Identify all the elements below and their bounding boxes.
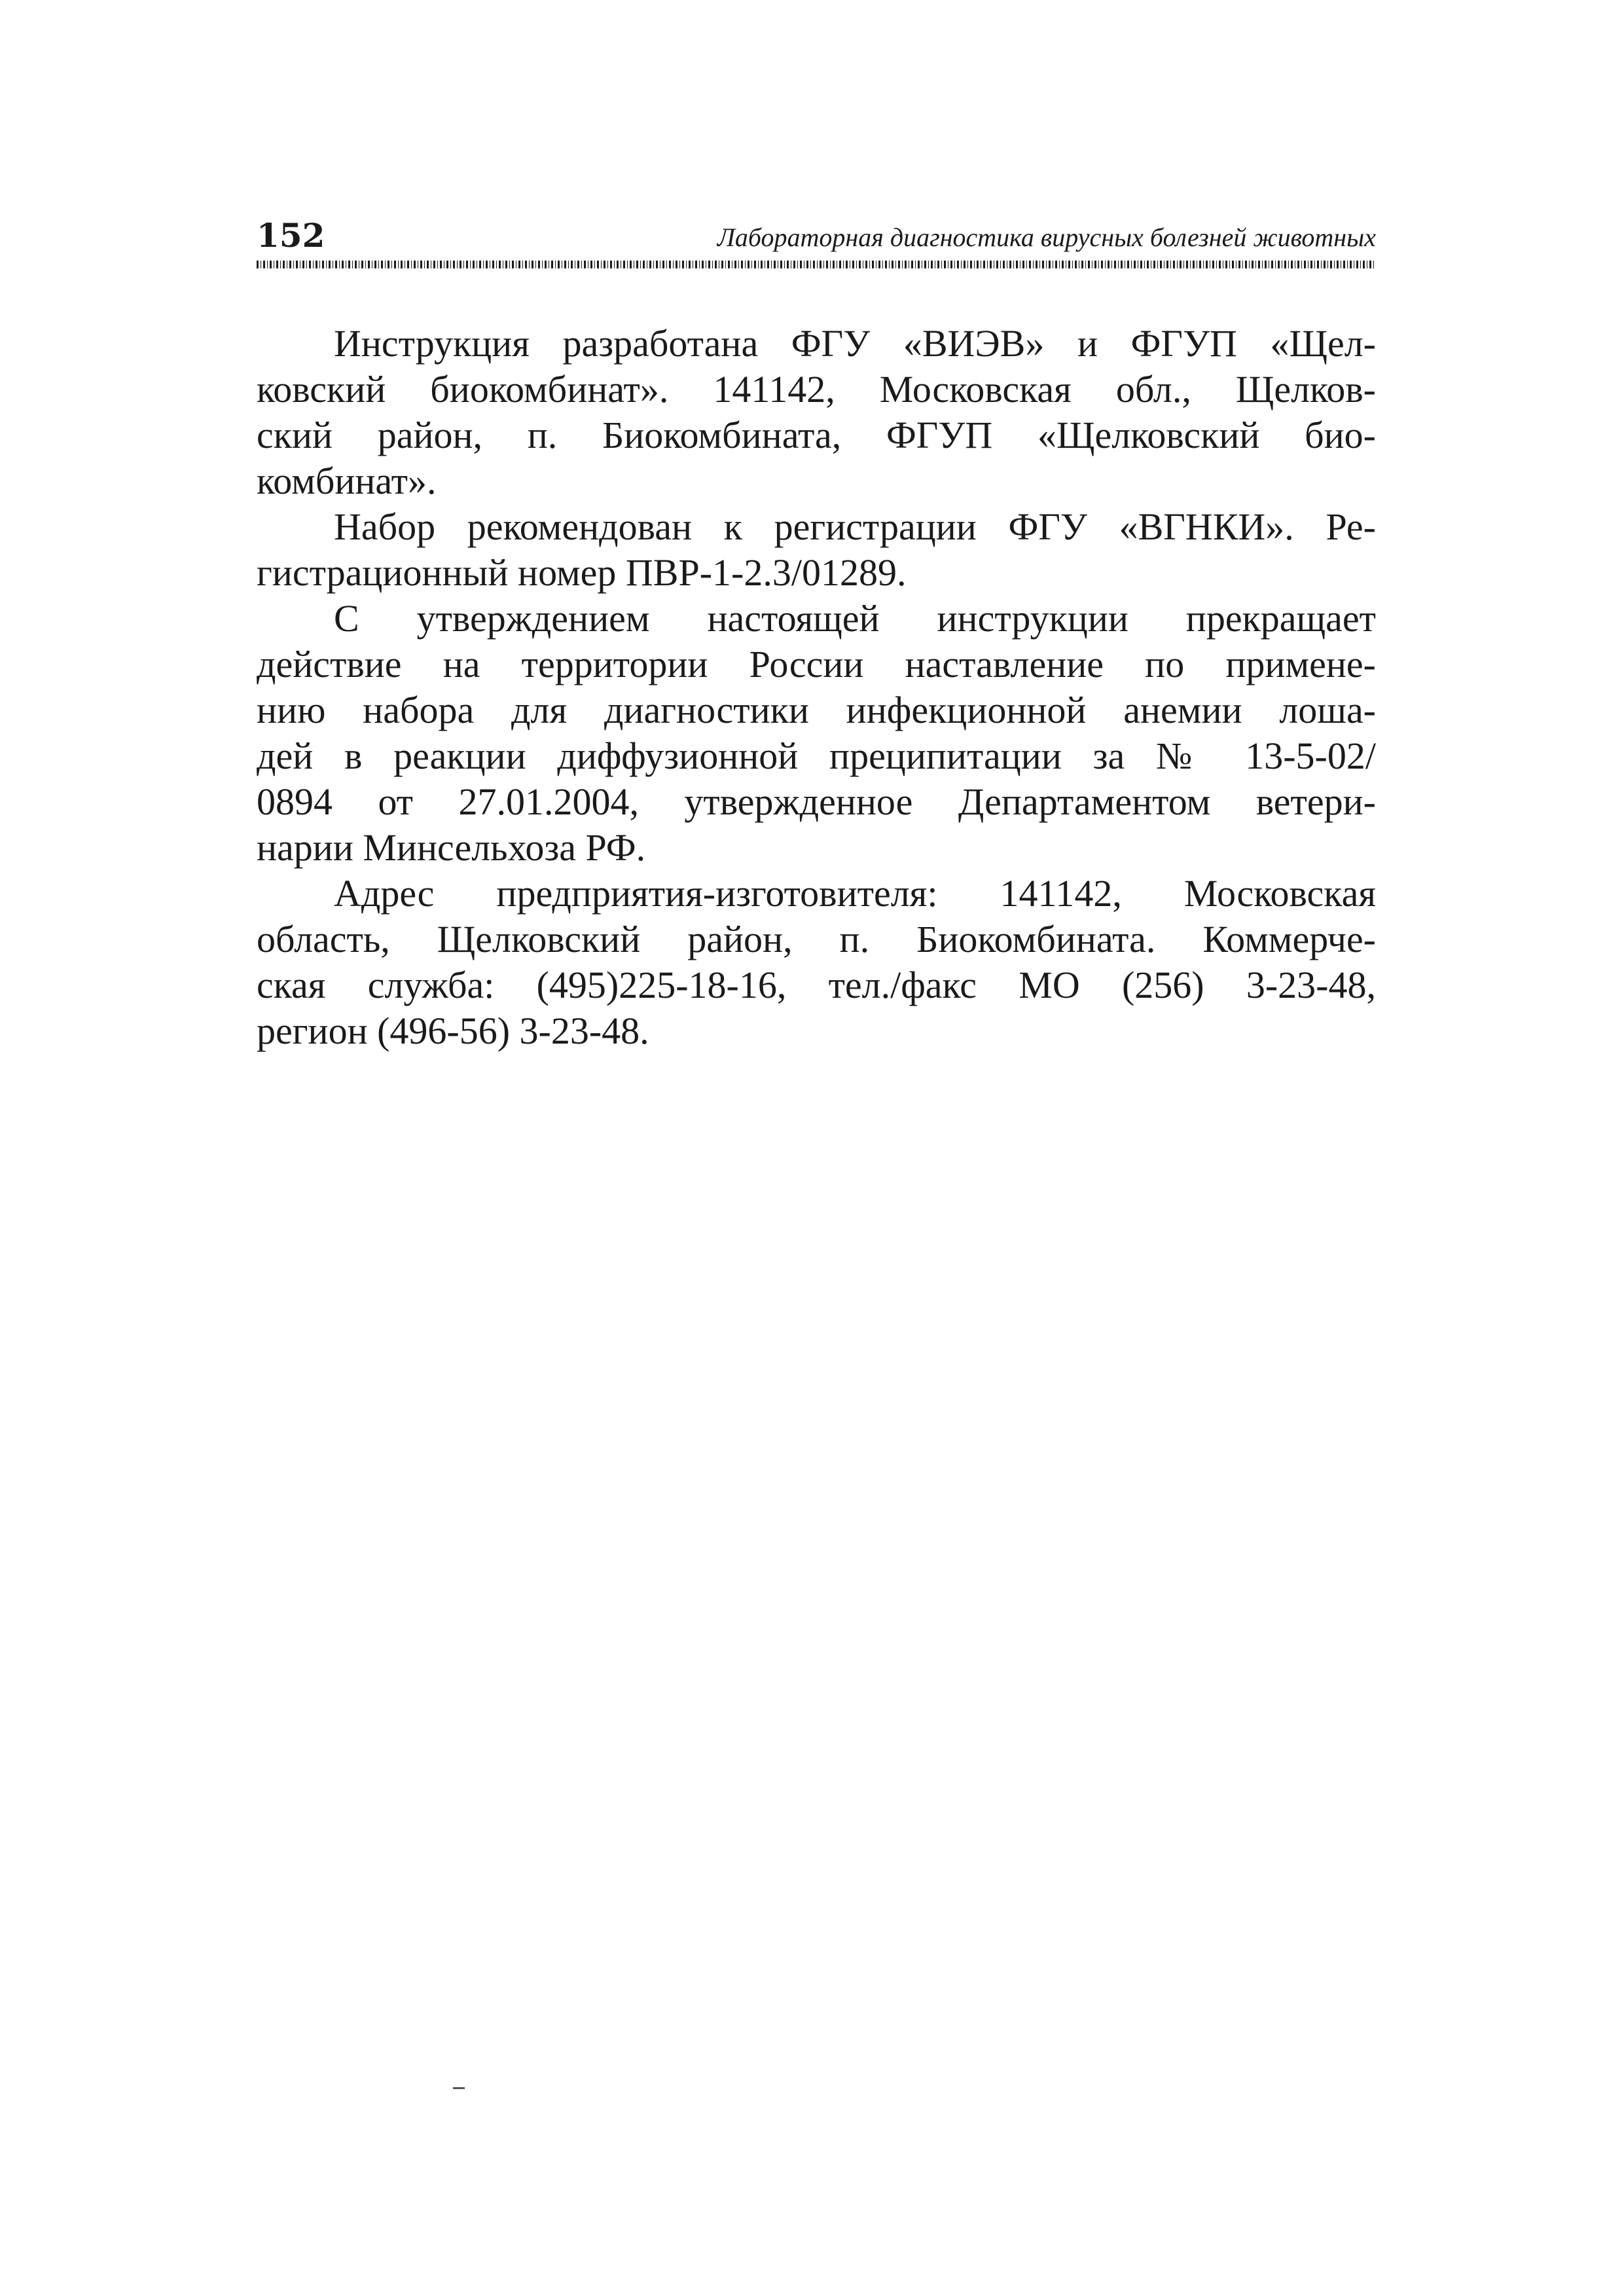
text-line: ский район, п. Биокомбината, ФГУП «Щелковский био-	[257, 414, 1376, 456]
running-header	[257, 216, 1376, 255]
scan-speck	[453, 2087, 465, 2089]
text-line: дей в реакции диффузионной преципитации за № 13-5-02/	[257, 735, 1376, 777]
text-line: комбинат».	[257, 460, 437, 502]
text-line: область, Щелковский район, п. Биокомбината. Коммерче-	[257, 918, 1376, 960]
text-line: Инструкция разработана ФГУ «ВИЭВ» и ФГУП «Щел-	[334, 322, 1376, 365]
paragraph-supersedes	[257, 596, 1376, 871]
text-line: нарии Минсельхоза РФ.	[257, 826, 646, 869]
text-line: С утверждением настоящей инструкции прекращает	[334, 597, 1376, 640]
page-number: 152	[257, 216, 325, 255]
text-line: регион (496-56) 3-23-48.	[257, 1010, 649, 1052]
paragraph-developer	[257, 321, 1376, 504]
text-line: Адрес предприятия-изготовителя: 141142, Московская	[334, 872, 1376, 915]
text-line: действие на территории России наставление по примене-	[257, 643, 1376, 685]
body-text	[257, 321, 1376, 1054]
text-line: гистрационный номер ПВР-1-2.3/01289.	[257, 551, 907, 594]
header-rule	[257, 261, 1376, 268]
text-line: Набор рекомендован к регистрации ФГУ «ВГНКИ». Ре-	[334, 505, 1376, 548]
text-line: нию набора для диагностики инфекционной анемии лоша-	[257, 689, 1376, 731]
text-line: ковский биокомбинат». 141142, Московская обл., Щелков-	[257, 368, 1376, 410]
text-line: ская служба: (495)225-18-16, тел./факс МО (256) 3-23-48,	[257, 964, 1376, 1006]
paragraph-registration	[257, 504, 1376, 596]
book-title: Лабораторная диагностика вирусных болезней животных	[717, 223, 1376, 252]
paragraph-manufacturer-address	[257, 871, 1376, 1054]
text-line: 0894 от 27.01.2004, утвержденное Департаментом ветери-	[257, 780, 1376, 823]
